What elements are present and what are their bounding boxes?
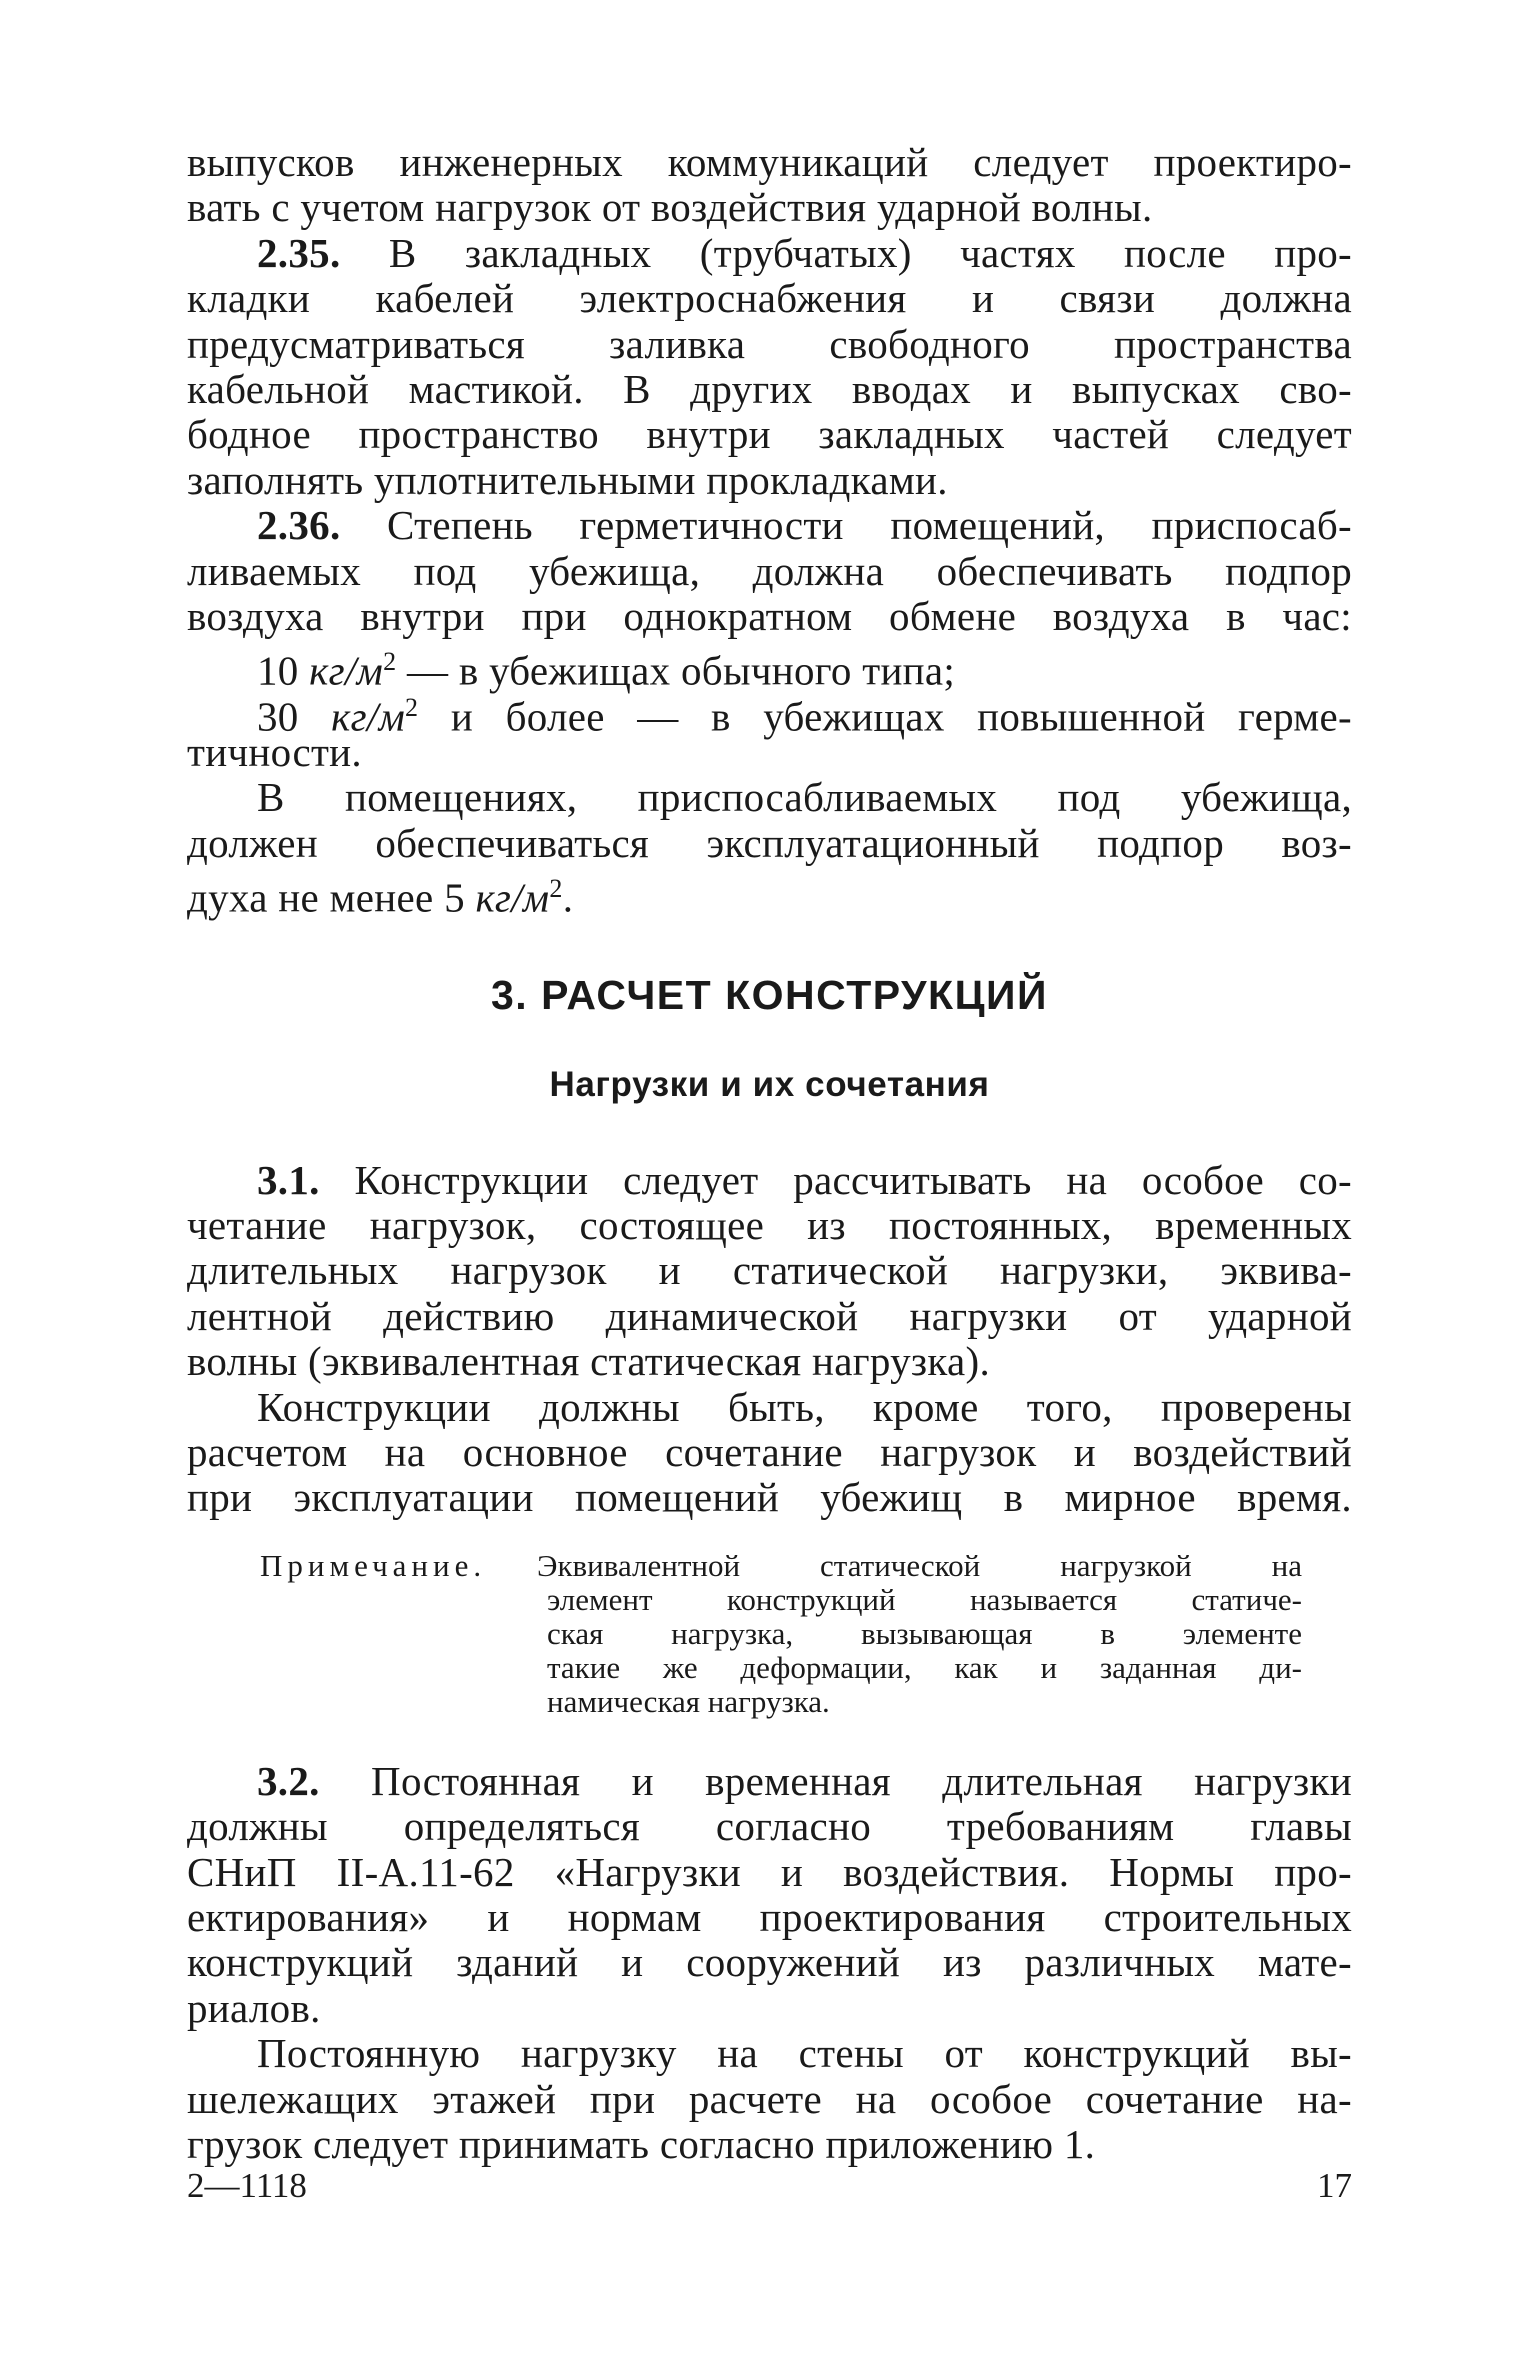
note-body	[537, 1549, 1302, 1719]
unit-exponent: 2	[383, 647, 397, 677]
text-line: Конструкции должны быть, кроме того, проверены	[257, 1383, 1352, 1430]
value: 10	[257, 647, 299, 694]
text-span: духа не менее 5	[187, 874, 465, 921]
text-span: В закладных (трубчатых) частях после про-	[388, 229, 1352, 276]
list-item-pressure-1	[187, 639, 1352, 694]
text-line: грузок следует принимать согласно приложению 1.	[187, 2120, 1096, 2167]
paragraph-3-1-line	[187, 1158, 1352, 1203]
text-span: Конструкции следует рассчитывать на особое со-	[354, 1156, 1352, 1203]
subsection-title: Нагрузки и их сочетания	[549, 1064, 990, 1104]
text-line: конструкций зданий и сооружений из различных мате-	[187, 1939, 1352, 1986]
unit-exponent: 2	[549, 874, 563, 904]
signature-mark: 2—1118	[187, 2166, 307, 2205]
note-line: намическая нагрузка.	[547, 1683, 830, 1719]
text-line: должны определяться согласно требованиям главы	[187, 1803, 1352, 1850]
clause-number: 2.35.	[257, 229, 341, 276]
clause-number: 2.36.	[257, 502, 341, 549]
note-line: ская нагрузка, вызывающая в элементе	[547, 1615, 1302, 1651]
section-title: 3. РАСЧЕТ КОНСТРУКЦИЙ	[491, 971, 1048, 1018]
text-line: шележащих этажей при расчете на особое сочетание на-	[187, 2075, 1352, 2122]
clause-number: 3.2.	[257, 1757, 320, 1804]
text-line: волны (эквивалентная статическая нагрузка).	[187, 1338, 991, 1385]
document-page	[187, 140, 1352, 2167]
clause-number: 3.1.	[257, 1156, 320, 1203]
value: 30	[257, 693, 299, 740]
note-line: такие же деформации, как и заданная ди-	[547, 1649, 1302, 1685]
text-line: при эксплуатации помещений убежищ в мирное время.	[187, 1474, 1352, 1521]
text-line: Постоянную нагрузку на стены от конструкций вы-	[257, 2030, 1352, 2077]
text-line: кладки кабелей электроснабжения и связи должна	[187, 275, 1352, 322]
text-line: риалов.	[187, 1984, 321, 2031]
text-line: воздуха внутри при однократном обмене воздуха в час:	[187, 592, 1352, 639]
text-span: Постоянная и временная длительная нагрузки	[371, 1757, 1352, 1804]
text-line: четание нагрузок, состоящее из постоянных, временных	[187, 1202, 1352, 1249]
text-line: заполнять уплотнительными прокладками.	[187, 456, 948, 503]
unit: кг/м	[331, 693, 406, 740]
note-label: Примечание.	[260, 1547, 487, 1583]
text-span: и более — в убежищах повышенной герме-	[450, 693, 1352, 740]
text-line: СНиП II-А.11-62 «Нагрузки и воздействия. Нормы про-	[187, 1848, 1352, 1895]
text-line: В помещениях, приспосабливаемых под убежища,	[257, 774, 1352, 821]
text-line: вать с учетом нагрузок от воздействия ударной волны.	[187, 184, 1153, 231]
text-line: лентной действию динамической нагрузки от ударной	[187, 1292, 1352, 1339]
text-line: тичности.	[187, 729, 362, 776]
text-line: должен обеспечиваться эксплуатационный подпор воз-	[187, 819, 1352, 866]
text-line: ектирования» и нормам проектирования строительных	[187, 1893, 1352, 1940]
text-span: — в убежищах обычного типа;	[406, 647, 956, 694]
text-line: предусматриваться заливка свободного пространства	[187, 320, 1352, 367]
paragraph-3-2-line	[187, 1759, 1352, 1804]
text-line: бодное пространство внутри закладных частей следует	[187, 411, 1352, 458]
paragraph-2-36-line	[187, 503, 1352, 548]
list-item-pressure-2	[187, 685, 1352, 740]
text-span: Степень герметичности помещений, приспосаб-	[387, 502, 1352, 549]
note-block	[187, 1549, 1352, 1719]
note-line: элемент конструкций называется статиче-	[547, 1581, 1302, 1617]
unit: кг/м	[475, 874, 550, 921]
text-line	[187, 866, 1352, 921]
text-line: длительных нагрузок и статической нагрузки, эквива-	[187, 1247, 1352, 1294]
page-number: 17	[1317, 2166, 1352, 2205]
text-line: расчетом на основное сочетание нагрузок и воздействий	[187, 1428, 1352, 1475]
paragraph-2-35-line	[187, 231, 1352, 276]
unit: кг/м	[309, 647, 384, 694]
text-line: кабельной мастикой. В других вводах и выпусках сво-	[187, 365, 1352, 412]
note-line: Эквивалентной статической нагрузкой на	[537, 1547, 1302, 1583]
text-line: выпусков инженерных коммуникаций следует проектиро-	[187, 139, 1352, 185]
unit-exponent: 2	[405, 692, 419, 722]
punctuation: .	[562, 874, 574, 921]
text-line: ливаемых под убежища, должна обеспечивать подпор	[187, 547, 1352, 594]
page-footer	[187, 2166, 1352, 2206]
